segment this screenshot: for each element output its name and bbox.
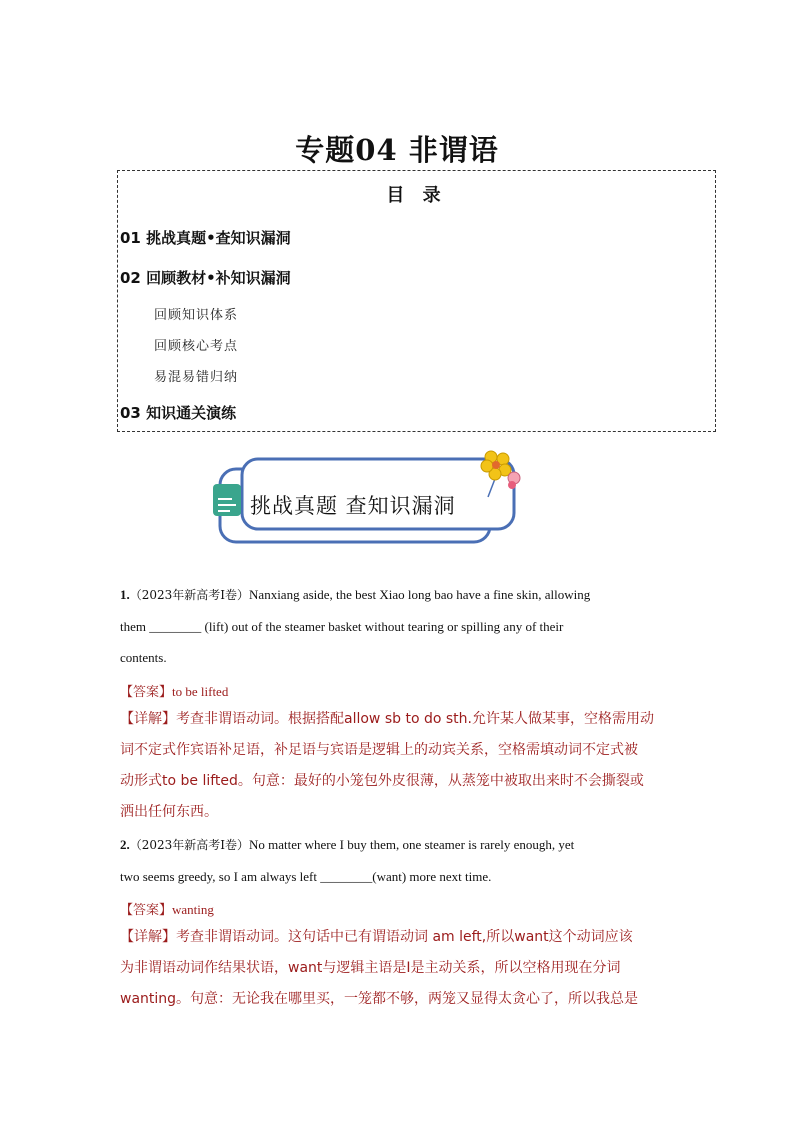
question-source: （2023年新高考I卷） — [129, 588, 250, 602]
question-number: 2. — [120, 837, 130, 852]
detail-line: 为非谓语动词作结果状语，want与逻辑主语是I是主动关系，所以空格用现在分词 — [120, 960, 621, 976]
badge-icon — [213, 484, 241, 516]
detail-1 — [120, 704, 674, 828]
question-text-line: two seems greedy, so I am always left ________(want) more next time. — [120, 869, 492, 884]
detail-line: 【详解】考查非谓语动词。根据搭配allow sb to do sth.允许某人做某事，空格需用动 — [120, 711, 654, 727]
answer-value: wanting — [172, 902, 214, 917]
answer-2 — [120, 899, 214, 918]
toc-section-02: 02 回顾教材•补知识漏洞 — [120, 269, 291, 287]
question-text-line: contents. — [120, 650, 167, 665]
answer-label: 【答案】 — [120, 685, 173, 700]
toc-sub-item: 回顾知识体系 — [154, 308, 239, 323]
detail-line: 【详解】考查非谓语动词。这句话中已有谓语动词 am left,所以want这个动词应该 — [120, 929, 633, 945]
answer-1 — [120, 681, 228, 700]
question-text-line: Nanxiang aside, the best Xiao long bao have a fine skin, allowing — [249, 587, 591, 602]
question-text-line: them ________ (lift) out of the steamer basket without tearing or spilling any of their — [120, 619, 564, 634]
detail-line: wanting。句意：无论我在哪里买，一笼都不够，两笼又显得太贪心了，所以我总是 — [120, 991, 639, 1007]
answer-value: to be lifted — [172, 684, 229, 699]
detail-line: 词不定式作宾语补足语，补足语与宾语是逻辑上的动宾关系，空格需填动词不定式被 — [120, 742, 638, 758]
toc-section-01: 01 挑战真题•查知识漏洞 — [120, 229, 291, 247]
question-number: 1. — [120, 587, 130, 602]
answer-label: 【答案】 — [120, 903, 173, 918]
detail-line: 洒出任何东西。 — [120, 804, 218, 820]
question-source: （2023年新高考I卷） — [129, 838, 250, 852]
toc-section-03: 03 知识通关演练 — [120, 404, 237, 422]
toc-heading: 目 录 — [386, 185, 447, 206]
banner-title: 挑战真题 查知识漏洞 — [250, 494, 456, 518]
table-of-contents — [117, 170, 716, 432]
detail-2 — [120, 922, 674, 1015]
question-2 — [120, 829, 674, 892]
question-text-line: No matter where I buy them, one steamer is rarely enough, yet — [249, 837, 575, 852]
page-title: 专题04 非谓语 — [295, 133, 499, 167]
toc-sub-item: 易混易错归纳 — [154, 370, 239, 385]
question-1 — [120, 579, 674, 673]
detail-line: 动形式to be lifted。句意：最好的小笼包外皮很薄，从蒸笼中被取出来时不会撕裂或 — [120, 773, 644, 789]
toc-sub-item: 回顾核心考点 — [154, 339, 239, 354]
